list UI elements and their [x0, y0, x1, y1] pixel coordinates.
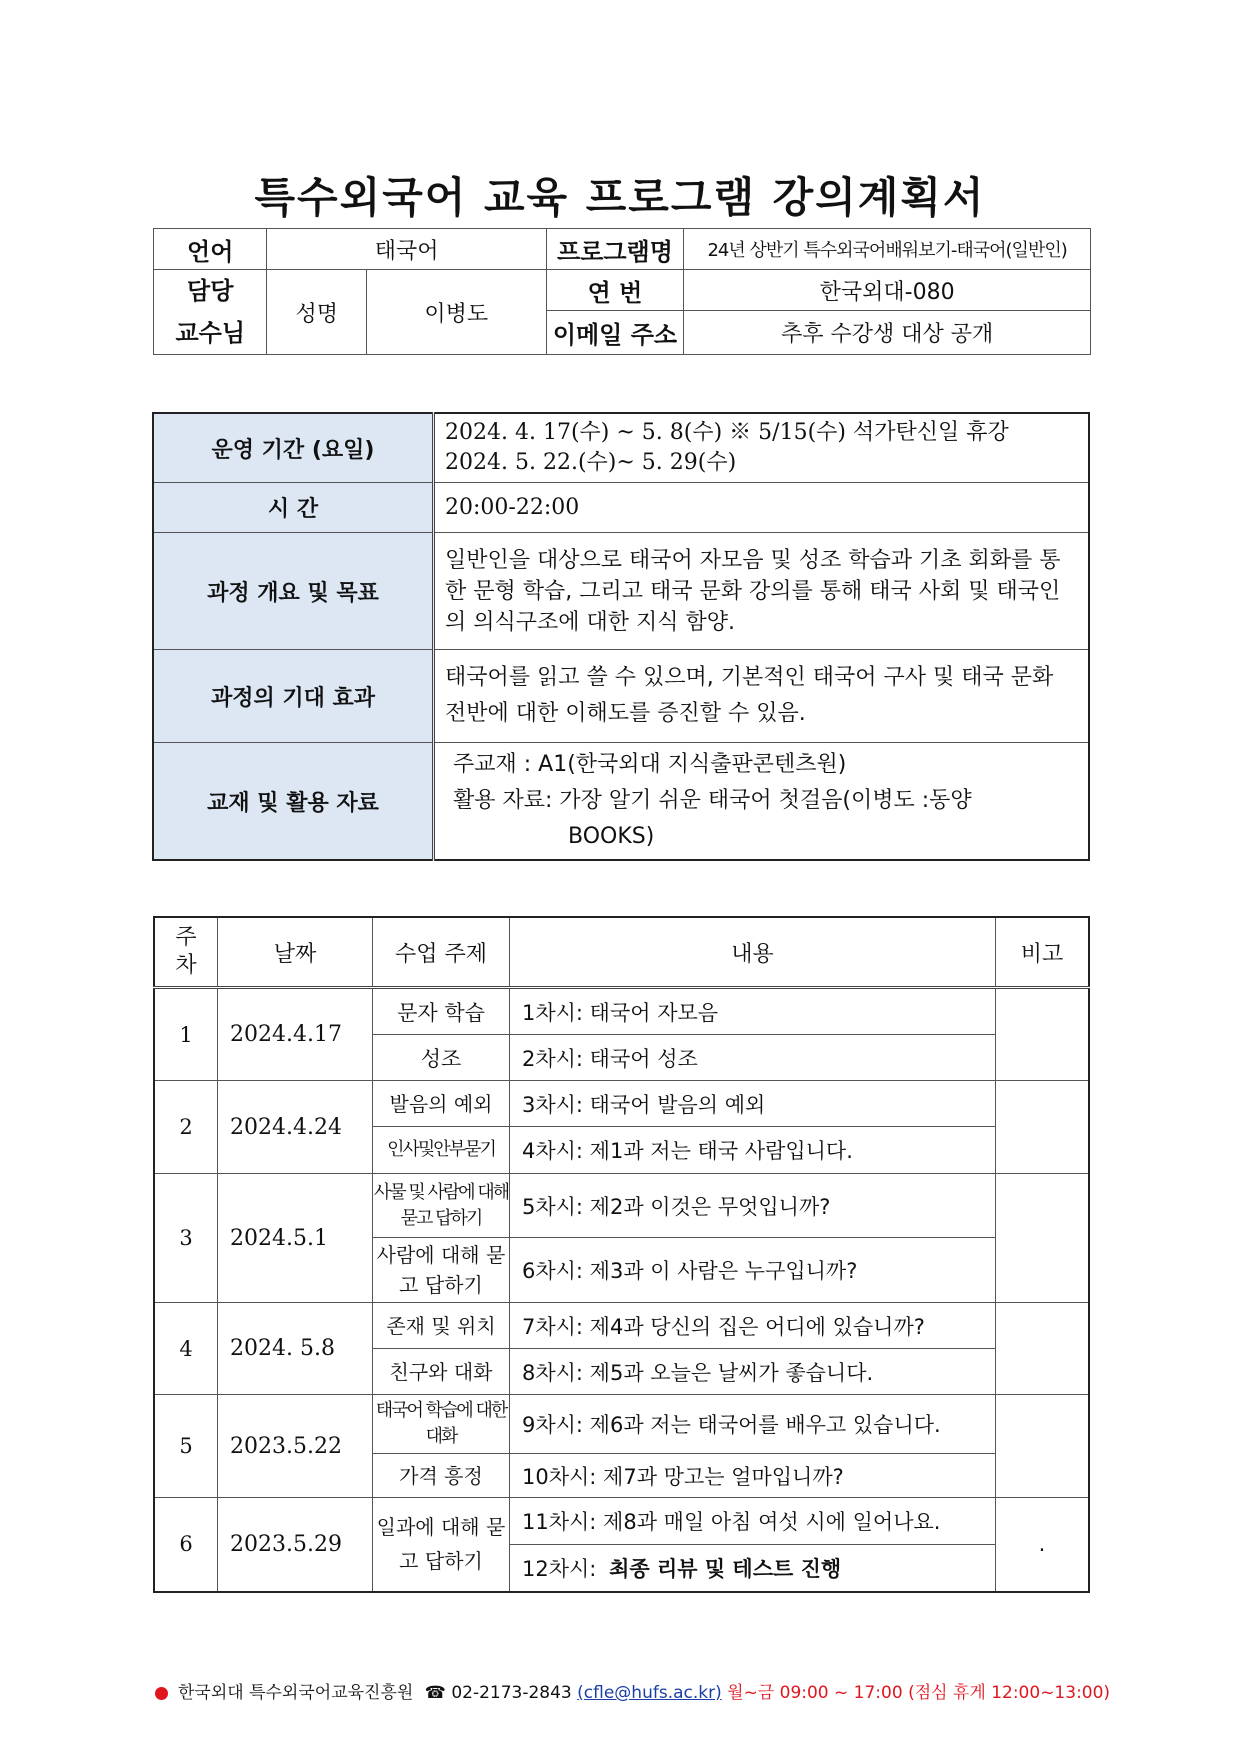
period-label: 운영 기간 (요일): [153, 413, 434, 483]
language-label: 언어: [154, 229, 267, 270]
content-cell: 5차시: 제2과 이것은 무엇입니까?: [510, 1174, 996, 1238]
footer-email-link[interactable]: (cfle@hufs.ac.kr): [577, 1683, 722, 1703]
content-cell: 11차시: 제8과 매일 아침 여섯 시에 일어나요.: [510, 1498, 996, 1545]
week-date: 2024. 5.8: [218, 1303, 373, 1395]
week-date: 2024.4.17: [218, 988, 373, 1081]
info-table: [153, 228, 1091, 355]
materials-value: [434, 743, 1090, 861]
note-cell: [996, 988, 1090, 1081]
content-cell: 1차시: 태국어 자모음: [510, 988, 996, 1035]
time-label: 시 간: [153, 483, 434, 533]
topic-cell: 사물 및 사람에 대해 묻고 답하기: [373, 1174, 510, 1238]
material-sub: 활용 자료: 가장 알기 쉬운 태국어 첫걸음(이병도 :동양: [453, 788, 972, 813]
time-value: 20:00-22:00: [434, 483, 1090, 533]
header-date: 날짜: [218, 917, 373, 988]
header-note: 비고: [996, 917, 1090, 988]
content-cell: 8차시: 제5과 오늘은 날씨가 좋습니다.: [510, 1349, 996, 1395]
content-cell: 7차시: 제4과 당신의 집은 어디에 있습니까?: [510, 1303, 996, 1349]
details-table: [152, 412, 1090, 861]
footer-phone: 02-2173-2843: [451, 1683, 572, 1703]
footer: [155, 1678, 1195, 1703]
week-date: 2023.5.22: [218, 1395, 373, 1498]
topic-cell: 친구와 대화: [373, 1349, 510, 1395]
bullet-dot-icon: [155, 1687, 168, 1700]
week-number: 4: [154, 1303, 218, 1395]
header-week: [154, 917, 218, 988]
table-row: [154, 1303, 1089, 1349]
topic-cell: 성조: [373, 1035, 510, 1081]
instructor-label-line2: 교수님: [175, 319, 246, 347]
note-cell: [996, 1081, 1090, 1174]
note-cell: .: [996, 1498, 1090, 1592]
program-value: 24년 상반기 특수외국어배워보기-태국어(일반인): [684, 229, 1091, 270]
serial-value: 한국외대-080: [684, 270, 1091, 311]
topic-cell: 사람에 대해 묻고 답하기: [373, 1238, 510, 1303]
content-cell: 2차시: 태국어 성조: [510, 1035, 996, 1081]
content-cell: 3차시: 태국어 발음의 예외: [510, 1081, 996, 1127]
week-date: 2023.5.29: [218, 1498, 373, 1592]
footer-hours: 월~금 09:00 ~ 17:00 (점심 휴게 12:00~13:00): [727, 1683, 1111, 1703]
header-topic: 수업 주제: [373, 917, 510, 988]
content-prefix: 12차시:: [522, 1556, 597, 1581]
topic-cell: 문자 학습: [373, 988, 510, 1035]
table-row: [154, 1498, 1089, 1545]
table-row: [154, 1081, 1089, 1127]
materials-label: 교재 및 활용 자료: [153, 743, 434, 861]
header-week-2: 차: [175, 953, 197, 978]
serial-label: 연 번: [546, 270, 684, 311]
language-value: 태국어: [267, 229, 546, 270]
table-row: [154, 988, 1089, 1035]
topic-cell: 존재 및 위치: [373, 1303, 510, 1349]
header-content: 내용: [510, 917, 996, 988]
table-row: [154, 1395, 1089, 1454]
topic-cell: 발음의 예외: [373, 1081, 510, 1127]
material-main: 주교재 : A1(한국외대 지식출판콘텐츠원): [453, 752, 847, 777]
name-label: 성명: [267, 270, 366, 355]
period-line1: 2024. 4. 17(수) ~ 5. 8(수) ※ 5/15(수) 석가탄신일 휴강: [445, 420, 1009, 445]
note-cell: [996, 1303, 1090, 1395]
name-value: 이병도: [366, 270, 546, 355]
page-title: 특수외국어 교육 프로그램 강의계획서: [254, 173, 986, 222]
overview-value: 일반인을 대상으로 태국어 자모음 및 성조 학습과 기초 회화를 통한 문형 학습, 그리고 태국 문화 강의를 통해 태국 사회 및 태국인의 의식구조에 대한 지식 함양.: [434, 533, 1090, 650]
period-line2: 2024. 5. 22.(수)~ 5. 29(수): [445, 450, 737, 475]
content-bold: 최종 리뷰 및 테스트 진행: [609, 1556, 842, 1581]
topic-cell: 일과에 대해 묻고 답하기: [373, 1498, 510, 1592]
period-value: [434, 413, 1090, 483]
content-cell: 4차시: 제1과 저는 태국 사람입니다.: [510, 1127, 996, 1174]
week-number: 2: [154, 1081, 218, 1174]
schedule-header-row: [154, 917, 1089, 988]
instructor-label-line1: 담당: [187, 277, 234, 305]
week-number: 1: [154, 988, 218, 1081]
email-value: 추후 수강생 대상 공개: [684, 311, 1091, 355]
content-cell: 10차시: 제7과 망고는 얼마입니까?: [510, 1454, 996, 1498]
week-number: 6: [154, 1498, 218, 1592]
material-sub-cont: BOOKS): [568, 824, 655, 849]
week-number: 5: [154, 1395, 218, 1498]
content-cell: 9차시: 제6과 저는 태국어를 배우고 있습니다.: [510, 1395, 996, 1454]
email-label: 이메일 주소: [546, 311, 684, 355]
effect-value: 태국어를 읽고 쓸 수 있으며, 기본적인 태국어 구사 및 태국 문화 전반에 대한 이해도를 증진할 수 있음.: [434, 650, 1090, 743]
overview-label: 과정 개요 및 목표: [153, 533, 434, 650]
week-date: 2024.5.1: [218, 1174, 373, 1303]
instructor-label: [154, 270, 267, 355]
effect-label: 과정의 기대 효과: [153, 650, 434, 743]
topic-cell: 가격 흥정: [373, 1454, 510, 1498]
topic-cell: 태국어 학습에 대한 대화: [373, 1395, 510, 1454]
week-date: 2024.4.24: [218, 1081, 373, 1174]
note-cell: [996, 1174, 1090, 1303]
header-week-1: 주: [175, 925, 197, 950]
content-cell: [510, 1545, 996, 1592]
topic-cell: 인사및안부묻기: [373, 1127, 510, 1174]
program-label: 프로그램명: [546, 229, 684, 270]
table-row: [154, 1174, 1089, 1238]
week-number: 3: [154, 1174, 218, 1303]
schedule-table: [153, 916, 1090, 1593]
note-cell: [996, 1395, 1090, 1498]
footer-org: 한국외대 특수외국어교육진흥원: [178, 1683, 414, 1703]
content-cell: 6차시: 제3과 이 사람은 누구입니까?: [510, 1238, 996, 1303]
phone-icon: ☎: [424, 1683, 446, 1703]
